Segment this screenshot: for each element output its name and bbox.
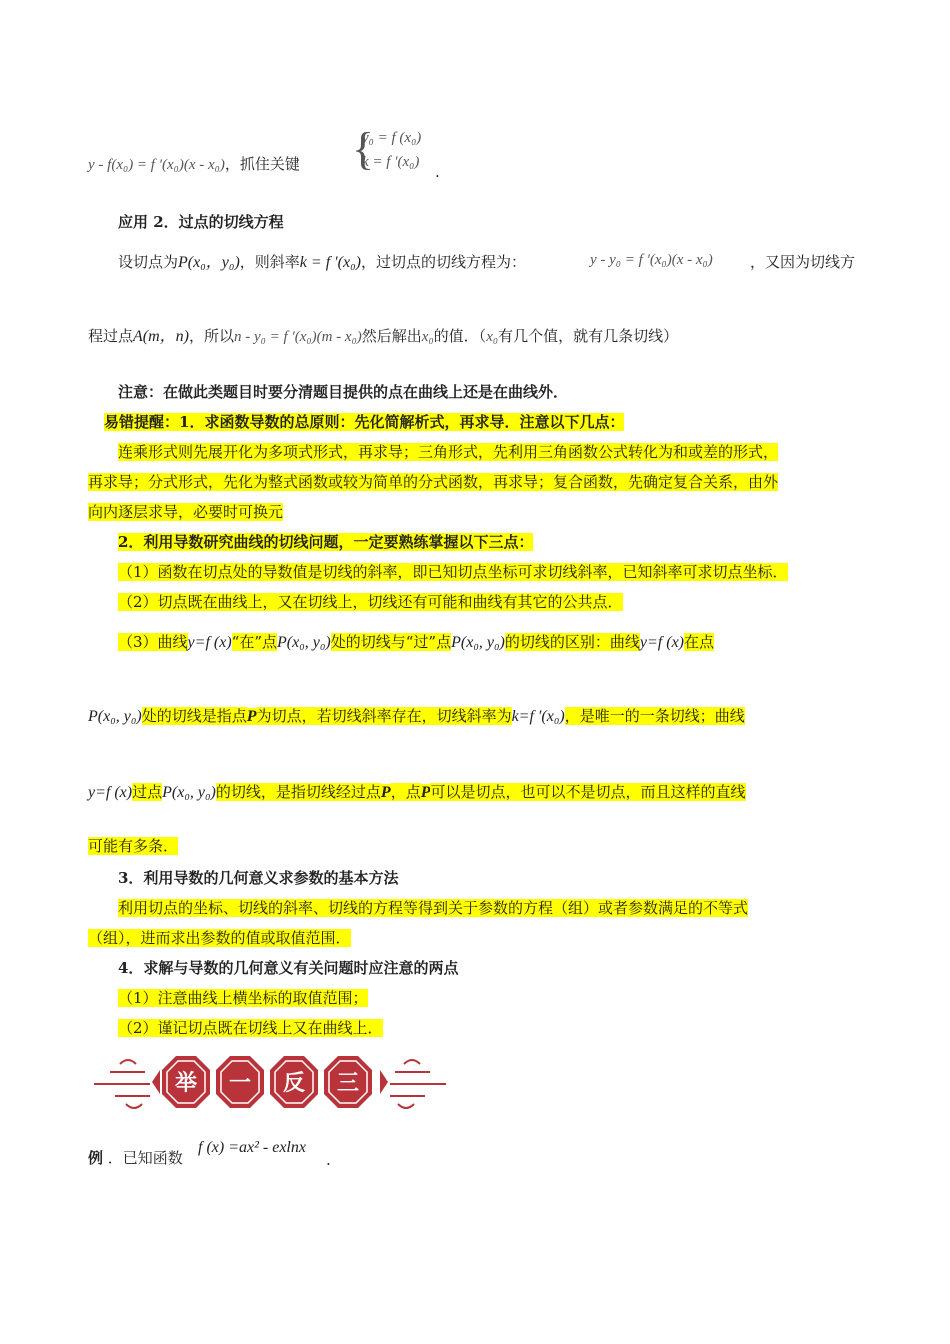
- tip-title: 易错提醒：1．求函数导数的总原则：先化简解析式，再求导．注意以下几点：: [104, 413, 625, 431]
- tip-h2: 2．利用导数研究曲线的切线问题，一定要熟练掌握以下三点：: [118, 533, 534, 551]
- system-eq-1: y₀ = f (x₀): [362, 130, 422, 146]
- example-label: 例: [88, 1149, 104, 1167]
- banner-arrow-right: [380, 1070, 388, 1094]
- top-line: [88, 152, 300, 177]
- example-line: 例 ．已知函数: [88, 1149, 183, 1167]
- tip-p1-l1: 连乘形式则先展开化为多项式形式，再求导；三角形式，先利用三角函数公式转化为和或差的形式，: [118, 443, 779, 461]
- tip-j2: （2）谨记切点既在切线上又在曲线上．: [118, 1019, 383, 1037]
- tip-p3-l2: （组），进而求出参数的值或取值范围．: [88, 929, 351, 947]
- app2-eq1: y - y₀ = f ′(x₀)(x - x₀): [590, 252, 713, 268]
- banner-char-4: 三: [336, 1071, 360, 1096]
- banner-char-3: 反: [282, 1071, 306, 1096]
- point-a: A(m，n): [133, 328, 190, 345]
- banner-octagon-4: [324, 1056, 372, 1108]
- point-p: P(x₀，y₀): [178, 254, 240, 271]
- tip-i3: （3）曲线y=f (x)“在”点P(x₀, y₀)处的切线与“过”点P(x₀, y₀)的切线的区别：曲线y=f (x)在点: [118, 633, 715, 651]
- app2-eq2: n - y₀ = f ′(x₀)(m - x₀): [234, 329, 362, 345]
- tip-j1: （1）注意曲线上横坐标的取值范围；: [118, 989, 368, 1007]
- slope-k: k = f ′(x₀): [299, 254, 361, 271]
- banner-octagon-2: [216, 1056, 264, 1108]
- tip-h3: 3．利用导数的几何意义求参数的基本方法: [118, 869, 399, 887]
- system-brace: {: [352, 123, 375, 174]
- example-function: f (x) =ax² - exlnx: [198, 1139, 306, 1156]
- tangent-equation: y - f(x₀) = f ′(x₀)(x - x₀): [88, 157, 225, 173]
- note: 注意：在做此类题目时要分清题目提供的点在曲线上还是在曲线外．: [118, 383, 569, 401]
- app2-line2: 程过点A(m，n)，所以n - y₀ = f ′(x₀)(m - x₀)然后解出x₀的值．（x₀有几个值，就有几条切线）: [88, 327, 679, 345]
- tip-p1-l3: 向内逐层求导，必要时可换元: [88, 503, 284, 521]
- system-eq-2: k = f ′(x₀): [362, 154, 420, 170]
- top-end: .: [435, 163, 440, 181]
- tip-p3-l1: 利用切点的坐标、切线的斜率、切线的方程等得到关于参数的方程（组）或者参数满足的不等式: [118, 899, 749, 917]
- tip-h4: 4．求解与导数的几何意义有关问题时应注意的两点: [118, 959, 459, 977]
- tip-i1: （1）函数在切点处的导数值是切线的斜率，即已知切点坐标可求切线斜率，已知斜率可求切点坐标．: [118, 563, 788, 581]
- tip-p1-l2: 再求导；分式形式，先化为整式函数或较为简单的分式函数，再求导；复合函数，先确定复合关系，由外: [88, 473, 779, 491]
- banner-decoration-left: [94, 1060, 150, 1108]
- banner-arrow-left: [152, 1070, 160, 1094]
- tip-i2: （2）切点既在曲线上，又在切线上，切线还有可能和曲线有其它的公共点．: [118, 593, 623, 611]
- tip-i5: y=f (x)过点P(x₀, y₀)的切线，是指切线经过点P，点P可以是切点，也可以不是切点，而且这样的直线: [88, 783, 746, 801]
- app2-line1: 设切点为P(x₀，y₀)，则斜率k = f ′(x₀)，过切点的切线方程为：: [118, 253, 526, 271]
- banner-char-1: 举: [174, 1071, 198, 1096]
- banner-octagon-3: [270, 1056, 318, 1108]
- banner-octagon-1: [162, 1056, 210, 1108]
- top-text: ，抓住关键: [224, 155, 300, 173]
- app2-line1-end: ，又因为切线方: [750, 253, 856, 271]
- banner-decoration-right: [390, 1060, 446, 1108]
- banner-char-2: 一: [228, 1071, 252, 1096]
- tip-i6: 可能有多条．: [88, 837, 179, 855]
- example-end: .: [326, 1151, 331, 1169]
- app2-title: 应用 2．过点的切线方程: [118, 213, 284, 231]
- section-banner: [90, 1044, 450, 1120]
- tip-i4: P(x₀, y₀)处的切线是指点P为切点，若切线斜率存在，切线斜率为k=f ′(x₀)，是唯一的一条切线；曲线: [88, 707, 745, 725]
